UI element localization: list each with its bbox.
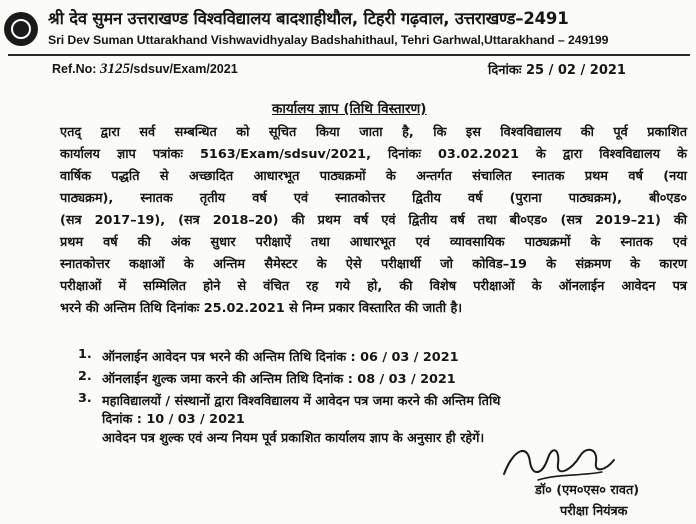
university-name-hindi: श्री देव सुमन उत्तराखण्ड विश्वविद्यालय बादशाहीथौल, टिहरी गढ़वाल, उत्तराखण्ड–2491 [48,9,569,28]
body-line: पाठ्यक्रम), स्नातक तृतीय वर्ष एवं स्नातकोत्तर द्वितीय वर्ष (पुराना पाठ्यक्रम), बी०एड० [60,191,687,206]
body-line: (सत्र 2017–19), (सत्र 2018–20) की प्रथम वर्ष एवं द्वितीय वर्ष तथा बी०एड० (सत्र 2019–21) की [60,213,687,228]
memo-subject: कार्यालय ज्ञाप (तिथि विस्तारण) [272,101,427,117]
list-number: 1. [78,347,92,362]
signatory-name: डॉ० (एम०एस० रावत) [535,483,640,498]
list-item-text: महाविद्यालयों / संस्थानों द्वारा विश्वविद्यालय में आवेदन पत्र जमा करने की अन्तिम तिथि [102,394,501,409]
reference-suffix: /sdsuv/Exam/2021 [129,62,238,76]
list-number: 3. [78,391,92,406]
reference-handwritten-number: 3125 [99,61,130,77]
reference-number [52,61,238,78]
list-item-text-continued: दिनांक : 10 / 03 / 2021 [102,412,245,427]
body-line: स्नातकोत्तर कक्षाओं के अन्तिम सैमेस्टर के ऐसे परीक्षार्थी जो कोविड–19 के संक्रमण के कारण [60,257,687,272]
date-value: 25 / 02 / 2021 [526,63,626,78]
body-line: भरने की अन्तिम तिथि दिनांकः 25.02.2021 से निम्न प्रकार विस्तारित की जाती है। [60,301,463,316]
list-item-text: ऑनलाईन आवेदन पत्र भरने की अन्तिम तिथि दिनांक : 06 / 03 / 2021 [102,350,459,365]
list-item-text: ऑनलाईन शुल्क जमा करने की अन्तिम तिथि दिनांक : 08 / 03 / 2021 [102,372,456,387]
body-line: प्रथम वर्ष की अंक सुधार परीक्षाऐं तथा आधारभूत एवं व्यावसायिक पाठ्यक्रमों के स्नातक एवं [60,235,687,250]
university-name-english: Sri Dev Suman Uttarakhand Vishwavidhyalay Badshahithaul, Tehri Garhwal,Uttarakhand – 249199 [48,33,609,47]
header-divider [8,54,690,56]
signatory-title: परीक्षा नियंत्रक [560,504,628,519]
body-line: एतद् द्वारा सर्व सम्बन्धित को सूचित किया जाता है, कि इस विश्वविद्यालय की पूर्व प्रकाशित [60,125,687,140]
body-line: वार्षिक पद्धति से अच्छादित आधारभूत पाठ्यक्रमों के अन्तर्गत संचालित स्नातक प्रथम वर्ष (नया [60,169,687,184]
issue-date [488,60,626,78]
university-emblem-icon [4,12,38,46]
body-line: कार्यालय ज्ञाप पत्रांकः 5163/Exam/sdsuv/2021, दिनांकः 03.02.2021 के द्वारा विश्वविद्यालय के [60,147,687,162]
handwritten-signature [498,440,618,484]
list-number: 2. [78,369,92,384]
emblem-ring [11,19,31,39]
body-line: परीक्षाओं में सम्मिलित होने से वंचित रह गये हो, की विशेष परीक्षाओं के ऑनलाईन आवेदन पत्र [60,279,687,294]
reference-label: Ref.No: [52,62,97,76]
closing-note: आवेदन पत्र शुल्क एवं अन्य नियम पूर्व प्रकाशित कार्यालय ज्ञाप के अनुसार ही रहेगें। [102,431,485,446]
date-label: दिनांकः [488,63,522,78]
